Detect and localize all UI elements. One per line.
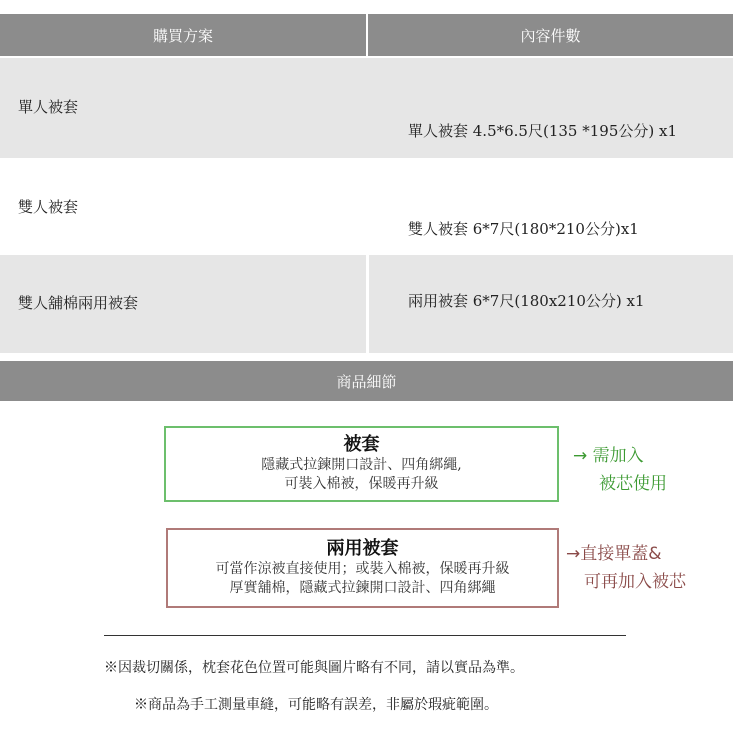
dual-use-cover-note-line-2: 可再加入被芯 bbox=[584, 572, 686, 592]
dual-use-cover-note bbox=[566, 540, 686, 596]
dual-use-cover-line-1: 可當作涼被直接使用；或裝入棉被，保暖再升級 bbox=[215, 561, 510, 577]
table-row bbox=[0, 58, 733, 158]
arrow-right-icon: → bbox=[573, 446, 588, 466]
duvet-cover-line-2: 可裝入棉被，保暖再升級 bbox=[284, 476, 439, 492]
details-header bbox=[0, 361, 733, 401]
table-header-plan bbox=[0, 14, 366, 56]
arrow-right-icon: → bbox=[566, 544, 581, 564]
footer-note-1: ※因裁切關係，枕套花色位置可能與圖片略有不同，請以實品為準。 bbox=[104, 660, 524, 676]
duvet-cover-note-line-1: 需加入 bbox=[592, 446, 644, 466]
divider bbox=[104, 635, 626, 636]
details-header-label: 商品細節 bbox=[336, 372, 397, 391]
row-plan-single: 單人被套 bbox=[18, 98, 79, 116]
duvet-cover-note-line-2: 被芯使用 bbox=[599, 474, 667, 494]
dual-use-cover-title: 兩用被套 bbox=[326, 538, 399, 559]
duvet-cover-title: 被套 bbox=[343, 434, 380, 455]
duvet-cover-line-1: 隱藏式拉鍊開口設計、四角綁繩, bbox=[261, 457, 462, 473]
dual-use-cover-box bbox=[166, 528, 559, 608]
duvet-cover-note bbox=[573, 442, 667, 498]
row-content-dual-use: 兩用被套 6*7尺(180x210公分) x1 bbox=[408, 292, 645, 310]
duvet-cover-box bbox=[164, 426, 559, 502]
footer-note-2: ※商品為手工測量車縫，可能略有誤差，非屬於瑕疵範圍。 bbox=[134, 697, 498, 713]
table-header-content bbox=[368, 14, 733, 56]
content-header-label: 內容件數 bbox=[520, 26, 581, 45]
row-content-double: 雙人被套 6*7尺(180*210公分)x1 bbox=[408, 220, 639, 238]
dual-use-cover-note-line-1: 直接單蓋& bbox=[580, 544, 662, 564]
row-content-single: 單人被套 4.5*6.5尺(135 *195公分) x1 bbox=[408, 122, 677, 140]
row-plan-dual-use: 雙人舖棉兩用被套 bbox=[18, 294, 139, 312]
row-plan-double: 雙人被套 bbox=[18, 198, 79, 216]
dual-use-cover-line-2: 厚實舖棉，隱藏式拉鍊開口設計、四角綁繩 bbox=[229, 580, 496, 596]
plan-header-label: 購買方案 bbox=[152, 26, 213, 45]
